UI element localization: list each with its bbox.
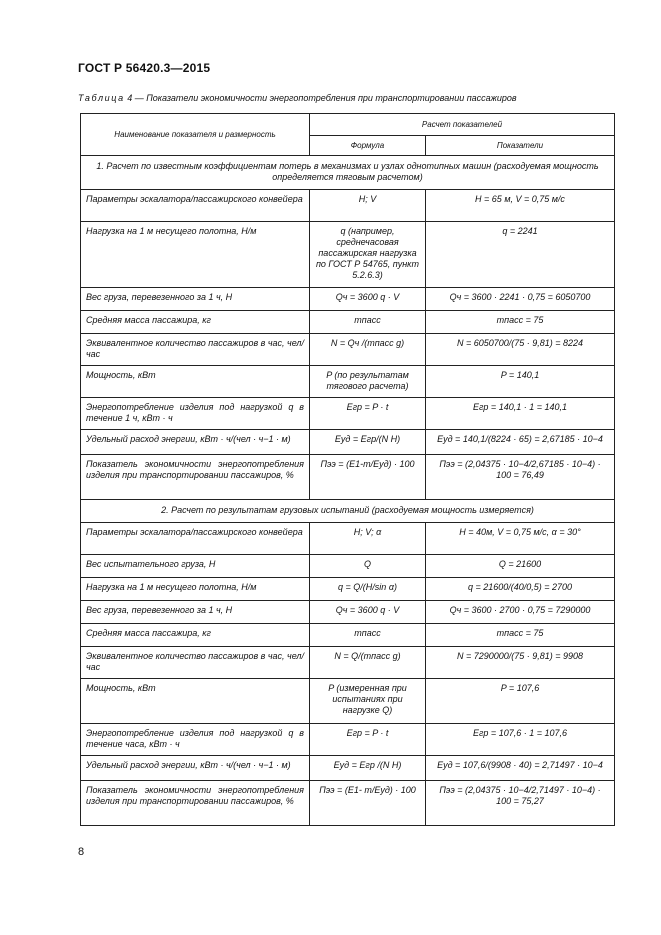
formula-cell: H; V — [310, 190, 426, 222]
indicator-name-cell: Мощность, кВт — [81, 366, 310, 398]
value-cell: Q = 21600 — [426, 555, 615, 578]
formula-cell: Qч = 3600 q · V — [310, 288, 426, 311]
indicator-name-cell: Удельный расход энергии, кВт · ч/(чел · ч−1 · м) — [81, 756, 310, 781]
indicator-name-cell: Вес груза, перевезенного за 1 ч, Н — [81, 601, 310, 624]
section-1-body — [81, 156, 615, 500]
caption-word: Таблица — [78, 93, 125, 103]
formula-cell: Eгр = P · t — [310, 724, 426, 756]
value-cell: mпасс = 75 — [426, 624, 615, 647]
table-row — [81, 398, 615, 430]
table-row — [81, 601, 615, 624]
value-cell: Пээ = (2,04375 · 10−4/2,67185 · 10−4) · 100 = 76,49 — [426, 455, 615, 500]
formula-cell: N = Qч /(mпасс g) — [310, 334, 426, 366]
table-row — [81, 679, 615, 724]
formula-cell: N = Q/(mпасс g) — [310, 647, 426, 679]
value-cell: Qч = 3600 · 2241 · 0,75 = 6050700 — [426, 288, 615, 311]
indicator-name-cell: Нагрузка на 1 м несущего полотна, Н/м — [81, 578, 310, 601]
formula-cell: q (например, среднечасовая пассажирская нагрузка по ГОСТ Р 54765, пункт 5.2.6.3) — [310, 222, 426, 288]
table-row — [81, 334, 615, 366]
formula-cell: q = Q/(H/sin α) — [310, 578, 426, 601]
indicator-name-cell: Вес груза, перевезенного за 1 ч, Н — [81, 288, 310, 311]
value-cell: H = 40м, V = 0,75 м/с, α = 30° — [426, 523, 615, 555]
indicator-name-cell: Показатель экономичности энергопотребления изделия при транспортировании пассажиров, % — [81, 455, 310, 500]
value-cell: H = 65 м, V = 0,75 м/с — [426, 190, 615, 222]
indicators-table — [80, 113, 615, 826]
formula-cell: Q — [310, 555, 426, 578]
indicator-name-cell: Эквивалентное количество пассажиров в час, чел/час — [81, 334, 310, 366]
table-caption — [78, 93, 517, 103]
table-header — [81, 114, 615, 156]
value-cell: q = 21600/(40/0,5) = 2700 — [426, 578, 615, 601]
section-2-body — [81, 500, 615, 826]
table-row — [81, 311, 615, 334]
value-cell: Eуд = 140,1/(8224 · 65) = 2,67185 · 10−4 — [426, 430, 615, 455]
value-cell: P = 107,6 — [426, 679, 615, 724]
table-row — [81, 430, 615, 455]
table-row — [81, 724, 615, 756]
header-values: Показатели — [426, 136, 615, 156]
indicator-name-cell: Мощность, кВт — [81, 679, 310, 724]
header-name-column: Наименование показателя и размерность — [81, 114, 310, 156]
section-1-title: 1. Расчет по известным коэффициентам потерь в механизмах и узлах однотипных машин (расходуемая мощность определяется тяговым расчетом) — [81, 156, 615, 190]
header-calc-group: Расчет показателей — [310, 114, 615, 136]
formula-cell: H; V; α — [310, 523, 426, 555]
indicator-name-cell: Удельный расход энергии, кВт · ч/(чел · ч−1 · м) — [81, 430, 310, 455]
formula-cell: P (по результатам тягового расчета) — [310, 366, 426, 398]
page-number: 8 — [78, 846, 85, 858]
value-cell: Qч = 3600 · 2700 · 0,75 = 7290000 — [426, 601, 615, 624]
value-cell: Eгр = 107,6 · 1 = 107,6 — [426, 724, 615, 756]
formula-cell: Eуд = Eгр/(N H) — [310, 430, 426, 455]
indicator-name-cell: Эквивалентное количество пассажиров в час, чел/час — [81, 647, 310, 679]
formula-cell: Пээ = (E1-т/Eуд) · 100 — [310, 455, 426, 500]
value-cell: Eгр = 140,1 · 1 = 140,1 — [426, 398, 615, 430]
indicator-name-cell: Энергопотребление изделия под нагрузкой q в течение часа, кВт · ч — [81, 724, 310, 756]
indicators-table-wrap — [80, 113, 614, 826]
value-cell: N = 6050700/(75 · 9,81) = 8224 — [426, 334, 615, 366]
table-row — [81, 756, 615, 781]
table-row — [81, 190, 615, 222]
table-row — [81, 781, 615, 826]
table-row — [81, 366, 615, 398]
indicator-name-cell: Нагрузка на 1 м несущего полотна, Н/м — [81, 222, 310, 288]
table-row — [81, 523, 615, 555]
table-row — [81, 455, 615, 500]
indicator-name-cell: Параметры эскалатора/пассажирского конвейера — [81, 523, 310, 555]
value-cell: N = 7290000/(75 · 9,81) = 9908 — [426, 647, 615, 679]
value-cell: Пээ = (2,04375 · 10−4/2,71497 · 10−4) · 100 = 75,27 — [426, 781, 615, 826]
indicator-name-cell: Показатель экономичности энергопотребления изделия при транспортировании пассажиров, % — [81, 781, 310, 826]
table-row — [81, 624, 615, 647]
indicator-name-cell: Средняя масса пассажира, кг — [81, 624, 310, 647]
value-cell: q = 2241 — [426, 222, 615, 288]
document-code: ГОСТ Р 56420.3—2015 — [78, 61, 211, 75]
formula-cell: mпасс — [310, 311, 426, 334]
formula-cell: Qч = 3600 q · V — [310, 601, 426, 624]
table-row — [81, 288, 615, 311]
indicator-name-cell: Средняя масса пассажира, кг — [81, 311, 310, 334]
table-row — [81, 555, 615, 578]
formula-cell: P (измеренная при испытаниях при нагрузке Q) — [310, 679, 426, 724]
table-row — [81, 222, 615, 288]
value-cell: mпасс = 75 — [426, 311, 615, 334]
formula-cell: mпасс — [310, 624, 426, 647]
section-2-title: 2. Расчет по результатам грузовых испытаний (расходуемая мощность измеряется) — [81, 500, 615, 523]
indicator-name-cell: Энергопотребление изделия под нагрузкой q в течение 1 ч, кВт · ч — [81, 398, 310, 430]
value-cell: Eуд = 107,6/(9908 · 40) = 2,71497 · 10−4 — [426, 756, 615, 781]
table-row — [81, 647, 615, 679]
value-cell: P = 140,1 — [426, 366, 615, 398]
indicator-name-cell: Вес испытательного груза, Н — [81, 555, 310, 578]
header-formula: Формула — [310, 136, 426, 156]
table-row — [81, 578, 615, 601]
formula-cell: Eуд = Eгр /(N H) — [310, 756, 426, 781]
caption-text: 4 — Показатели экономичности энергопотребления при транспортировании пассажиров — [127, 93, 517, 103]
indicator-name-cell: Параметры эскалатора/пассажирского конвейера — [81, 190, 310, 222]
formula-cell: Eгр = P · t — [310, 398, 426, 430]
formula-cell: Пээ = (E1- т/Eуд) · 100 — [310, 781, 426, 826]
